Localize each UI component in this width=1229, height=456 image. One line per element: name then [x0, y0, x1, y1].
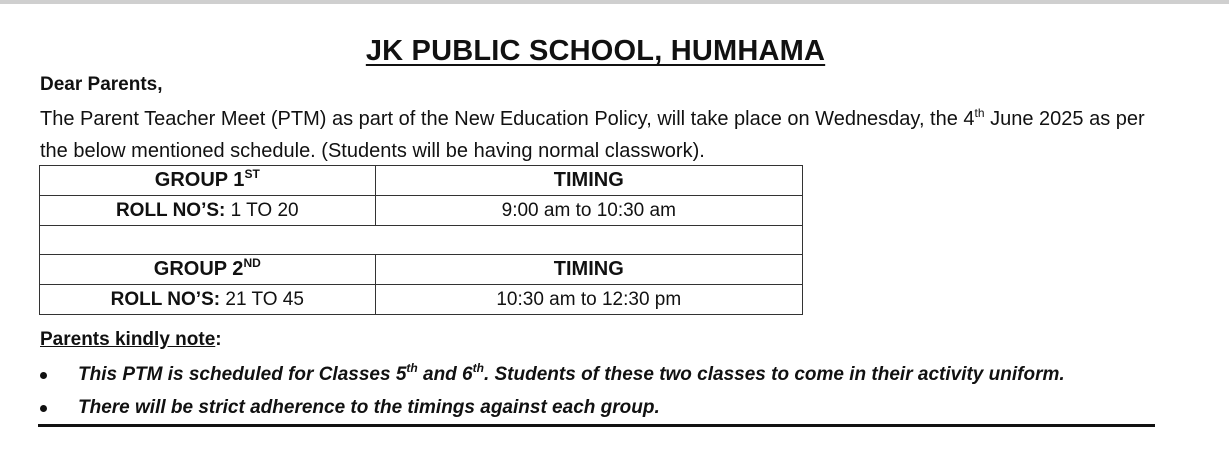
salutation: Dear Parents, — [40, 74, 163, 95]
intro-text-2: June 2025 as per the below mentioned schedule. (Students will be having normal classwork). — [40, 108, 1145, 162]
note-item: There will be strict adherence to the timings against each group. — [40, 392, 1190, 425]
group-2-timing-header: TIMING — [375, 255, 802, 285]
intro-date-suffix: th — [974, 106, 985, 120]
group-1-header-row — [40, 166, 803, 196]
intro-text-1: The Parent Teacher Meet (PTM) as part of the New Education Policy, will take place on Wednesday, the 4 — [40, 108, 975, 130]
intro-paragraph — [40, 103, 1150, 167]
notes-heading: Parents kindly note: — [40, 329, 222, 350]
group-1-time: 9:00 am to 10:30 am — [375, 196, 802, 226]
note-item: This PTM is scheduled for Classes 5th and 6th. Students of these two classes to come in their activity uniform. — [40, 359, 1190, 392]
table-spacer-row — [40, 226, 803, 255]
group-1-data-row — [40, 196, 803, 226]
bullet-icon — [40, 372, 47, 379]
group-2-label: GROUP 2ND — [40, 255, 376, 285]
notes-list — [40, 359, 1190, 425]
bottom-rule — [38, 424, 1155, 427]
group-2-data-row — [40, 285, 803, 315]
school-title: JK PUBLIC SCHOOL, HUMHAMA — [365, 35, 826, 67]
bullet-icon — [40, 405, 47, 412]
group-2-roll-numbers: ROLL NO’S: 21 TO 45 — [40, 285, 376, 315]
ptm-schedule-table — [39, 165, 803, 315]
top-border — [0, 0, 1229, 4]
group-1-roll-numbers: ROLL NO’S: 1 TO 20 — [40, 196, 376, 226]
group-1-label: GROUP 1ST — [40, 166, 376, 196]
group-1-timing-header: TIMING — [375, 166, 802, 196]
group-2-header-row — [40, 255, 803, 285]
group-2-time: 10:30 am to 12:30 pm — [375, 285, 802, 315]
